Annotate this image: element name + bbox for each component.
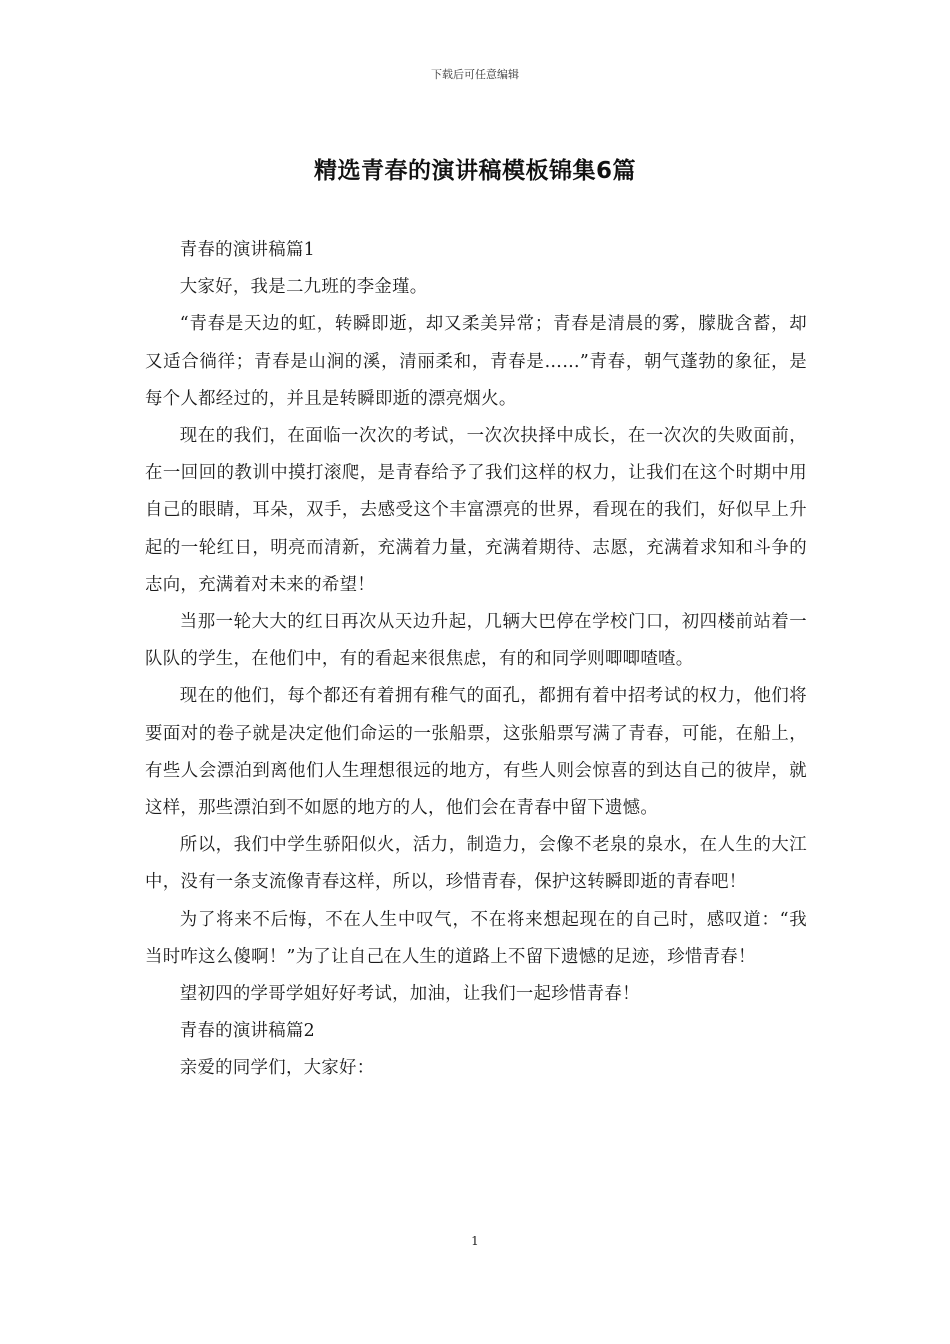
page-number: 1 (471, 1234, 479, 1248)
section-heading: 青春的演讲稿篇2 (179, 1021, 315, 1042)
paragraph: 所以，我们中学生骄阳似火，活力，制造力，会像不老泉的泉水，在人生的大江中，没有一条支流像青春这样，所以，珍惜青春，保护这转瞬即逝的青春吧！ (145, 835, 807, 893)
section-heading: 青春的演讲稿篇1 (179, 240, 315, 260)
paragraph: 大家好，我是二九班的李金瑾。 (179, 277, 428, 298)
paragraph: 当那一轮大大的红日再次从天边升起，几辆大巴停在学校门口，初四楼前站着一队队的学生，在他们中，有的看起来很焦虑，有的和同学则唧唧喳喳。 (145, 612, 807, 670)
paragraph: 望初四的学哥学姐好好考试，加油，让我们一起珍惜青春！ (179, 984, 640, 1005)
paragraph: 现在的他们，每个都还有着拥有稚气的面孔，都拥有着中招考试的权力，他们将要面对的卷子就是决定他们命运的一张船票，这张船票写满了青春，可能，在船上，有些人会漂泊到离他们人生理想很远的地方，有些人则会惊喜的到达自己的彼岸，就这样，那些漂泊到不如愿的地方的人，他们会在青春中留下遗憾。 (145, 686, 807, 819)
header-note: 下载后可任意编辑 (431, 68, 519, 81)
paragraph: 现在的我们，在面临一次次的考试，一次次抉择中成长，在一次次的失败面前，在一回回的教训中摸打滚爬，是青春给予了我们这样的权力，让我们在这个时期中用自己的眼睛，耳朵，双手，去感受这个丰富漂亮的世界，看现在的我们，好似早上升起的一轮红日，明亮而清新，充满着力量，充满着期待、志愿，充满着求知和斗争的志向，充满着对未来的希望！ (145, 426, 807, 595)
document-title: 精选青春的演讲稿模板锦集6篇 (313, 158, 636, 184)
paragraph: “青春是天边的虹，转瞬即逝，却又柔美异常；青春是清晨的雾，朦胧含蓄，却又适合徜徉；青春是山涧的溪，清丽柔和，青春是……”青春，朝气蓬勃的象征，是每个人都经过的，并且是转瞬即逝的漂亮烟火。 (145, 314, 807, 409)
paragraph: 为了将来不后悔，不在人生中叹气，不在将来想起现在的自己时，感叹道：“我当时咋这么傻啊！”为了让自己在人生的道路上不留下遗憾的足迹，珍惜青春！ (145, 909, 807, 967)
document-body (145, 232, 807, 1088)
paragraph: 亲爱的同学们，大家好： (179, 1058, 375, 1079)
